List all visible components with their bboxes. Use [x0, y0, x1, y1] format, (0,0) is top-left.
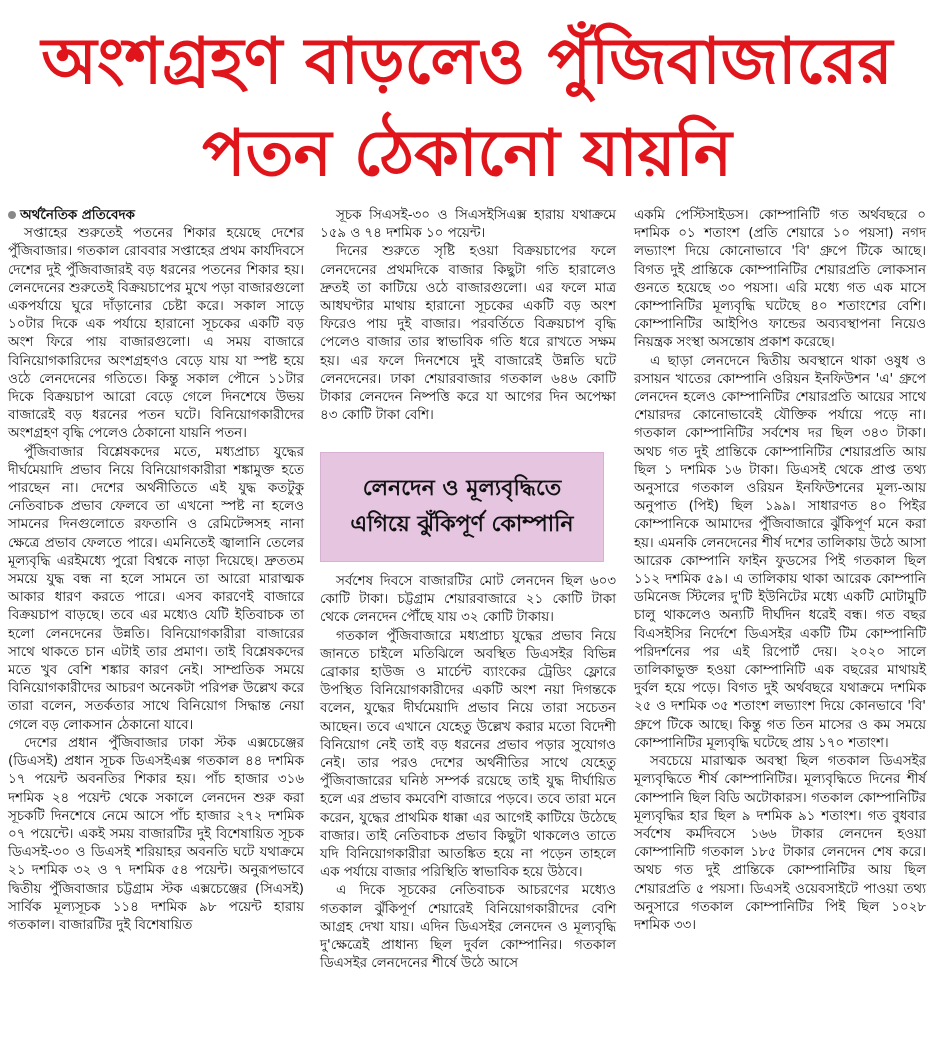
article-column-3	[634, 207, 926, 935]
paragraph: সপ্তাহের শুরুতেই পতনের শিকার হয়েছে দেশের পুঁজিবাজার। গতকাল রোববার সপ্তাহের প্রথম কার্যদিবসে দেশের দুই পুঁজিবাজারই বড় ধরনের পতনের শিকার হয়। লেনদেনের শুরুতেই বিক্রয়চাপের মুখে পড়া বাজারগুলো একপর্যায়ে ঘুরে দাঁড়ানোর চেষ্টা করে। সকাল সাড়ে ১০টার দিকে এক পর্যায়ে হারানো সূচকের একটি বড় অংশ ফিরে পায় বাজারগুলো। এ সময় বাজারে বিনিয়োগকারিদের অংশগ্রহণও বেড়ে যায় যা স্পষ্ট হয়ে ওঠে লেনদেনের গতিতে। কিন্তু সকাল পৌনে ১১টার দিকে বিক্রয়চাপ আরো বেড়ে গেলে দিনশেষে উভয় বাজারেই বড় ধরনের পতন ঘটে। বিনিয়োগকারীদের অংশগ্রহণ বৃদ্ধি পেলেও ঠেকানো যায়নি পতন।	[8, 226, 304, 442]
headline-line-2: পতন ঠেকানো যায়নি	[202, 117, 732, 191]
paragraph: সর্বশেষ দিবসে বাজারটির মোট লেনদেন ছিল ৬০৩ কোটি টাকা। চট্টগ্রাম শেয়ারবাজারে ২১ কোটি টাকা থেকে লেনদেন পৌঁছে যায় ৩২ কোটি টাকায়।	[320, 574, 616, 626]
paragraph: একমি পেস্টিসাইডস। কোম্পানিটি গত অর্থবছরে ০ দশমিক ০১ শতাংশ (প্রতি শেয়ারে ১০ পয়সা) নগদ লভ্যাংশ দিয়ে কোনোভাবে 'বি' গ্রুপে টিকে আছে। বিগত দুই প্রান্তিকে কোম্পানিটির শেয়ারপ্রতি লোকসান গুনতে হয়েছে ৩০ পয়সা। এরি মধ্যে গত এক মাসে কোম্পানিটির মূল্যবৃদ্ধি ঘটেছে ৪০ শতাংশের বেশি। কোম্পানিটির আইপিও ফান্ডের অব্যবস্থাপনা নিয়েও নিয়ন্ত্রক সংস্থা অসন্তোষ প্রকাশ করেছে।	[634, 208, 926, 351]
headline-line-1: অংশগ্রহণ বাড়লেও পুঁজিবাজারের	[41, 25, 893, 99]
callout-line-2: এগিয়ে ঝুঁকিপূর্ণ কোম্পানি	[350, 512, 574, 537]
paragraph: সবচেয়ে মারাত্মক অবস্থা ছিল গতকাল ডিএসইর মূল্যবৃদ্ধিতে শীর্ষ কোম্পানিটির। মূল্যবৃদ্ধিতে দিনের শীর্ষ কোম্পানি ছিল বিডি অটোকারস। গতকাল কোম্পানিটির মূল্যবৃদ্ধির হার ছিল ৯ দশমিক ৯১ শতাংশ। গত বুধবার সর্বশেষ কর্মদিবসে ১৬৬ টাকার লেনদেন হওয়া কোম্পানিটি গতকাল ১৮৫ টাকার লেনদেন শেষ করে। অথচ গত দুই প্রান্তিকে কোম্পানিটির আয় ছিল শেয়ারপ্রতি ৫ পয়সা। ডিএসই ওয়েবসাইটে পাওয়া তথ্য অনুসারে গতকাল কোম্পানিটির পিই ছিল ১০২৮ দশমিক ৩৩।	[634, 754, 926, 933]
paragraph: দিনের শুরুতে সৃষ্টি হওয়া বিক্রয়চাপের ফলে লেনদেনের প্রথমদিকে বাজার কিছুটা গতি হারালেও দ্রুতই তা কাটিয়ে ওঠে বাজারগুলো। এর ফলে মাত্র আধঘণ্টার মাথায় হারানো সূচকের একটি বড় অংশ ফিরেও পায় দুই বাজার। পরবর্তিতে বিক্রয়চাপ বৃদ্ধি পেলেও বাজার তার স্বাভাবিক গতি ধরে রাখতে সক্ষম হয়। এর ফলে দিনশেষে দুই বাজারেই উন্নতি ঘটে লেনদেনের। ঢাকা শেয়ারবাজার গতকাল ৬৪৬ কোটি টাকার লেনদেন নিষ্পত্তি করে যা আগের দিন অপেক্ষা ৪৩ কোটি টাকা বেশি।	[320, 244, 616, 424]
paragraph: এ দিকে সূচকের নেতিবাচক আচরণের মধ্যেও গতকাল ঝুঁকিপূর্ণ শেয়ারেই বিনিয়োগকারীদের বেশি আগ্রহ দেখা যায়। এদিন ডিএসইর লেনদেন ও মূল্যবৃদ্ধি দু'ক্ষেত্রেই প্রাধান্য ছিল দুর্বল কোম্পানির। গতকাল ডিএসইর লেনদেনের শীর্ষে উঠে আসে	[320, 883, 616, 972]
byline-text: অর্থনৈতিক প্রতিবেদক	[20, 208, 135, 223]
paragraph: সূচক সিএসই-৩০ ও সিএসইসিএক্স হারায় যথাক্রমে ১৫৯ ও ৭৪ দশমিক ১০ পয়েন্ট।	[320, 208, 616, 242]
column-2-lower-text	[320, 573, 616, 973]
byline	[8, 207, 304, 225]
paragraph: গতকাল পুঁজিবাজারে মধ্যপ্রাচ্য যুদ্ধের প্রভাব নিয়ে জানতে চাইলে মতিঝিলে অবস্থিত ডিএসইর বিভিন্ন ব্রোকার হাউজ ও মার্চেন্ট ব্যাংকের ট্রেডিং ফ্লোরে উপস্থিত বিনিয়োগকারীদের একটি অংশ নয়া দিগন্তকে বলেন, যুদ্ধের দীর্ঘমেয়াদি প্রভাব নিয়ে তারা সচেতন আছেন। তবে এখানে যেহেতু উল্লেখ করার মতো বিদেশী বিনিয়োগ নেই তাই বড় ধরনের প্রভাব পড়ার সুযোগও নেই। তার পরও দেশের অর্থনীতির সাথে যেহেতু পুঁজিবাজারের ঘনিষ্ঠ সম্পর্ক রয়েছে তাই যুদ্ধ দীর্ঘায়িত হলে এর প্রভাব কমবেশি বাজারে পড়বে। তবে তারা মনে করেন, যুদ্ধের প্রাথমিক ধাক্কা এর আগেই কাটিয়ে উঠেছে বাজার। তাই নেতিবাচক প্রভাব কিছুটা থাকলেও তাতে যদি বিনিয়োগকারীরা আতঙ্কিত হয়ে না পড়েন তাহলে এক পর্যায়ে বাজার পরিস্থিতি স্বাভাবিক হয়ে উঠবে।	[320, 628, 616, 881]
callout-line-1: লেনদেন ও মূল্যবৃদ্ধিতে	[362, 476, 562, 501]
paragraph: দেশের প্রধান পুঁজিবাজার ঢাকা স্টক এক্সচেঞ্জের (ডিএসই) প্রধান সূচক ডিএসইএক্স গতকাল ৪৪ দশমিক ১৭ পয়েন্ট অবনতির শিকার হয়। পাঁচ হাজার ৩১৬ দশমিক ২৪ পয়েন্ট থেকে সকালে লেনদেন শুরু করা সূচকটি দিনশেষে নেমে আসে পাঁচ হাজার ২৭২ দশমিক ০৭ পয়েন্টে। একই সময় বাজারটির দুই বিশেষায়িত সূচক ডিএসই-৩০ ও ডিএসই শরিয়াহর অবনতি ঘটে যথাক্রমে ২১ দশমিক ৩২ ও ৭ দশমিক ৫৪ পয়েন্ট। অনুরূপভাবে দ্বিতীয় পুঁজিবাজার চট্টগ্রাম স্টক এক্সচেঞ্জের (সিএসই) সার্বিক মূল্যসূচক ১১৪ দশমিক ৯৮ পয়েন্ট হারায় গতকাল। বাজারটির দুই বিশেষায়িত	[8, 735, 304, 933]
paragraph: পুঁজিবাজার বিশ্লেষকদের মতে, মধ্যপ্রাচ্য যুদ্ধের দীর্ঘমেয়াদি প্রভাব নিয়ে বিনিয়োগকারীরা শঙ্কামুক্ত হতে পারছেন না। দেশের অর্থনীতিতে এই যুদ্ধ কতটুকু নেতিবাচক প্রভাব ফেলবে তা এখনো স্পষ্ট না হলেও সামনের দিনগুলোতে রফতানি ও রেমিটেন্সসহ নানা ক্ষেত্রে প্রভাব ফেলতে পারে। এমনিতেই জ্বালানি তেলের মূল্যবৃদ্ধি এরইমধ্যে পুরো বিশ্বকে নাড়া দিয়েছে। দ্রুততম সময়ে যুদ্ধ বন্ধ না হলে সামনে তা আরো মারাত্মক আকার ধারণ করতে পারে। এসব কারণেই বাজারে বিক্রয়চাপ বাড়ছে। তবে এর মধ্যেও যেটি ইতিবাচক তা হলো লেনদেনের উন্নতি। বিনিয়োগকারীরা বাজারের সাথে থাকতে চান এটাই তার প্রমাণ। তাই বিশ্লেষকদের মতে খুব বেশি শঙ্কার কারণ নেই। সাম্প্রতিক সময়ে বিনিয়োগকারীদের আচরণ অনেকটা পরিপক্ব উল্লেখ করে তারা বলেন, সতর্কতার সাথে বিনিয়োগ সিদ্ধান্ত নেয়া গেলে বড় লোকসান ঠেকানো যাবে।	[8, 444, 304, 733]
paragraph: এ ছাড়া লেনদেনে দ্বিতীয় অবস্থানে থাকা ওষুধ ও রসায়ন খাতের কোম্পানি ওরিয়ন ইনফিউশন 'এ' গ্রুপে লেনদেন হলেও কোম্পানিটির শেয়ারপ্রতি আয়ের সাথে শেয়ারদর কোনোভাবেই যৌক্তিক পর্যায়ে পড়ে না। গতকাল কোম্পানিটির সর্বশেষ দর ছিল ৩৪৩ টাকা। অথচ গত দুই প্রান্তিকে কোম্পানিটির শেয়ারপ্রতি আয় ছিল ১ দশমিক ১৬ টাকা। ডিএসই থেকে প্রাপ্ত তথ্য অনুসারে গতকাল ওরিয়ন ইনফিউশনের মূল্য-আয় অনুপাত (পিই) ছিল ১৯৯। সাধারণত ৪০ পিইর কোম্পানিকে আমাদের পুঁজিবাজারে ঝুঁকিপূর্ণ মনে করা হয়। এমনকি লেনদেনের শীর্ষ দশের তালিকায় উঠে আসা আরেক কোম্পানি ফাইন ফুডসের পিই গতকাল ছিল ১১২ দশমিক ৫৯। এ তালিকায় থাকা আরেক কোম্পানি ডমিনেজ স্টিলের দু'টি ইউনিটের মধ্যে একটি মোটামুটি চালু থাকলেও অন্যটি দীর্ঘদিন ধরেই বন্ধ। গত বছর বিএসইসির নির্দেশে ডিএসইর একটি টিম কোম্পানিটি পরিদর্শনের পর এই রিপোর্ট দেয়। ২০২০ সালে তালিকাভুক্ত হওয়া কোম্পানিটি এক বছরের মাথায়ই দুর্বল হয়ে পড়ে। বিগত দুই অর্থবছরে যথাক্রমে দশমিক ২৫ ও দশমিক ৩৫ শতাংশ লভ্যাংশ দিয়ে কোনভাবে 'বি' গ্রুপে টিকে আছে। কিন্তু গত তিন মাসের ও কম সময়ে কোম্পানিটির মূল্যবৃদ্ধি ঘটেছে প্রায় ১৭০ শতাংশ।	[634, 353, 926, 751]
bullet-icon	[8, 211, 16, 219]
article-column-1	[8, 207, 304, 935]
subheading-callout-box	[320, 452, 604, 562]
